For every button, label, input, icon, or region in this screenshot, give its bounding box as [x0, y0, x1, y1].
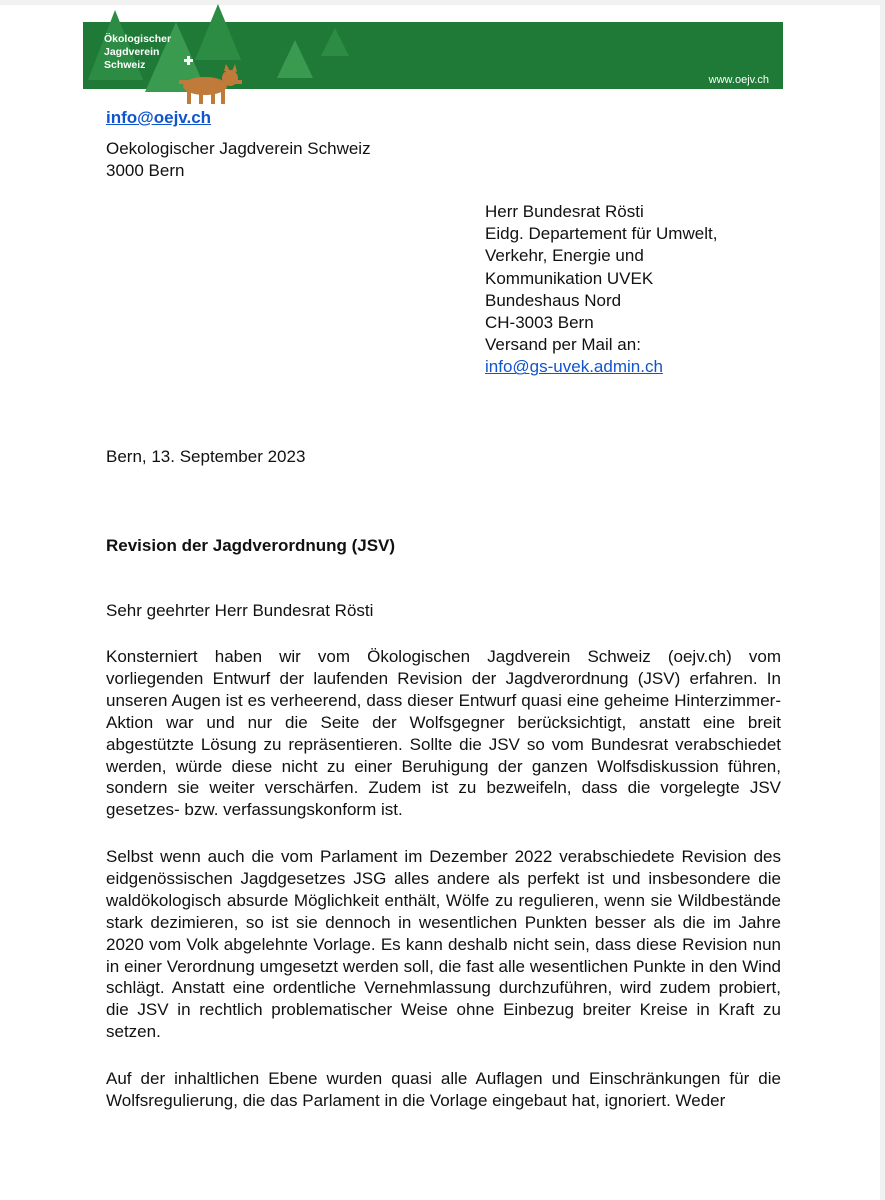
- letter-subject: Revision der Jagdverordnung (JSV): [106, 536, 396, 555]
- recipient-line: Bundeshaus Nord: [485, 290, 622, 310]
- recipient-line: CH-3003 Bern: [485, 313, 594, 333]
- recipient-address: [485, 201, 717, 379]
- body-paragraph: Auf der inhaltlichen Ebene wurden quasi alle Auflagen und Einschränkungen für die Wolfsregulierung, die das Parlament in die Vorlage eingebaut hat, ignoriert. Weder: [106, 1069, 781, 1110]
- salutation: Sehr geehrter Herr Bundesrat Rösti: [106, 601, 374, 620]
- sender-name: Oekologischer Jagdverein Schweiz: [106, 139, 371, 158]
- letterhead: [83, 0, 783, 110]
- recipient-line: Eidg. Departement für Umwelt,: [485, 224, 718, 244]
- tree-icon: [277, 40, 313, 78]
- sender-city: 3000 Bern: [106, 161, 185, 180]
- recipient-email-link[interactable]: info@gs-uvek.admin.ch: [485, 357, 663, 377]
- tree-icon: [321, 28, 349, 56]
- page-edge: [880, 0, 885, 1200]
- body-paragraph: Selbst wenn auch die vom Parlament im Dezember 2022 verabschiedete Revision des eidgenössischen Jagdgesetzes JSG alles andere als perfekt ist und insbesondere die waldökologisch absurde Möglichkeit enthält, Wölfe zu regulieren, wenn sie Wildbestände stark dezimieren, so ist sie dennoch in wesentlichen Punkten besser als die im Jahre 2020 vom Volk abgelehnte Vorlage. Es kann deshalb nicht sein, dass diese Revision nun in einer Verordnung umgesetzt werden soll, die fast alle wesentlichen Punkte in den Wind schlägt. Anstatt eine ordentliche Vernehmlassung durchzuführen, wird zudem probiert, die JSV in rechtlich problematischer Weise ohne Einbezug breiter Kreise in Kraft zu setzen.: [106, 847, 781, 1042]
- body-paragraph: Konsterniert haben wir vom Ökologischen Jagdverein Schweiz (oejv.ch) vom vorliegenden Entwurf der laufenden Revision der Jagdverordnung (JSV) erfahren. In unseren Augen ist es verheerend, dass dieser Entwurf quasi eine geheime Hinterzimmer-Aktion war und nur die Seite der Wolfsgegner berücksichtigt, anstatt eine breit abgestützte Lösung zu repräsentieren. Sollte die JSV so vom Bundesrat verabschiedet werden, würde diese nicht zu einer Beruhigung der ganzen Wolfsdiskussion führen, sondern sie weiter verschärfen. Zudem ist zu bezweifeln, dass die vorgelegte JSV gesetzes- bzw. verfassungskonform ist.: [106, 647, 781, 820]
- recipient-line: Herr Bundesrat Rösti: [485, 202, 644, 221]
- recipient-line: Verkehr, Energie und: [485, 246, 644, 266]
- website-link[interactable]: www.oejv.ch: [708, 74, 769, 86]
- letter-date: Bern, 13. September 2023: [106, 447, 306, 466]
- organization-name: Ökologischer Jagdverein Schweiz: [104, 33, 172, 71]
- sender-email-link[interactable]: info@oejv.ch: [106, 108, 212, 127]
- recipient-line: Kommunikation UVEK: [485, 268, 654, 288]
- sender-address: [106, 138, 371, 182]
- recipient-line: Versand per Mail an:: [485, 335, 641, 355]
